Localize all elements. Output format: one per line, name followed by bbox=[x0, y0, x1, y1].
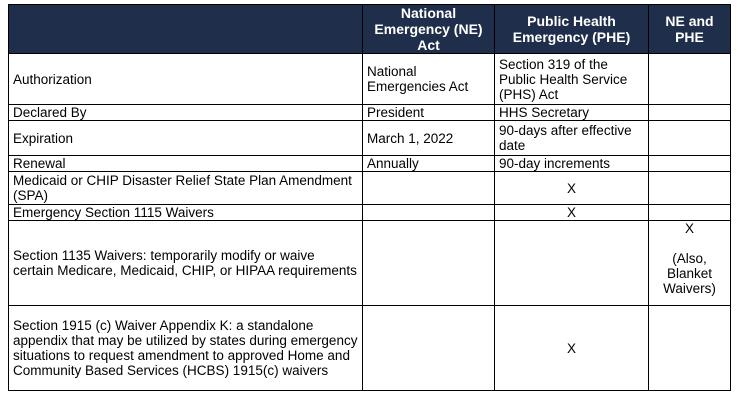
header-phe: Public Health Emergency (PHE) bbox=[495, 5, 649, 54]
row-label: Medicaid or CHIP Disaster Relief State Plan Amendment (SPA) bbox=[9, 172, 363, 205]
table-row bbox=[9, 221, 731, 306]
row-label: Expiration bbox=[9, 121, 363, 156]
ne-cell bbox=[363, 205, 495, 221]
header-row bbox=[9, 5, 731, 54]
table-row bbox=[9, 54, 731, 105]
table-row bbox=[9, 172, 731, 205]
row-label: Emergency Section 1115 Waivers bbox=[9, 205, 363, 221]
table-row bbox=[9, 105, 731, 121]
both-cell bbox=[649, 205, 731, 221]
both-cell bbox=[649, 54, 731, 105]
header-blank bbox=[9, 5, 363, 54]
phe-cell: Section 319 of the Public Health Service (PHS) Act bbox=[495, 54, 649, 105]
both-cell bbox=[649, 306, 731, 391]
row-label: Declared By bbox=[9, 105, 363, 121]
table-row bbox=[9, 306, 731, 391]
both-cell: X (Also, Blanket Waivers) bbox=[649, 221, 731, 306]
ne-cell bbox=[363, 306, 495, 391]
ne-cell bbox=[363, 172, 495, 205]
phe-cell bbox=[495, 221, 649, 306]
both-cell bbox=[649, 156, 731, 172]
ne-cell: Annually bbox=[363, 156, 495, 172]
ne-cell bbox=[363, 221, 495, 306]
emergency-comparison-table bbox=[8, 4, 731, 391]
both-cell bbox=[649, 105, 731, 121]
row-label: Authorization bbox=[9, 54, 363, 105]
phe-cell: X bbox=[495, 205, 649, 221]
phe-cell: X bbox=[495, 172, 649, 205]
table-row bbox=[9, 156, 731, 172]
row-label: Renewal bbox=[9, 156, 363, 172]
both-cell bbox=[649, 121, 731, 156]
row-label: Section 1135 Waivers: temporarily modify or waive certain Medicare, Medicaid, CHIP, or HIPAA requirements bbox=[9, 221, 363, 306]
row-label: Section 1915 (c) Waiver Appendix K: a standalone appendix that may be utilized by states during emergency situations to request amendment to approved Home and Community Based Services (HCBS) 1915(c) waivers bbox=[9, 306, 363, 391]
ne-cell: March 1, 2022 bbox=[363, 121, 495, 156]
header-ne-act: National Emergency (NE) Act bbox=[363, 5, 495, 54]
phe-cell: 90-day increments bbox=[495, 156, 649, 172]
header-ne-and-phe: NE and PHE bbox=[649, 5, 731, 54]
phe-cell: 90-days after effective date bbox=[495, 121, 649, 156]
phe-cell: HHS Secretary bbox=[495, 105, 649, 121]
both-cell bbox=[649, 172, 731, 205]
ne-cell: National Emergencies Act bbox=[363, 54, 495, 105]
table-row bbox=[9, 121, 731, 156]
phe-cell: X bbox=[495, 306, 649, 391]
ne-cell: President bbox=[363, 105, 495, 121]
table-row bbox=[9, 205, 731, 221]
